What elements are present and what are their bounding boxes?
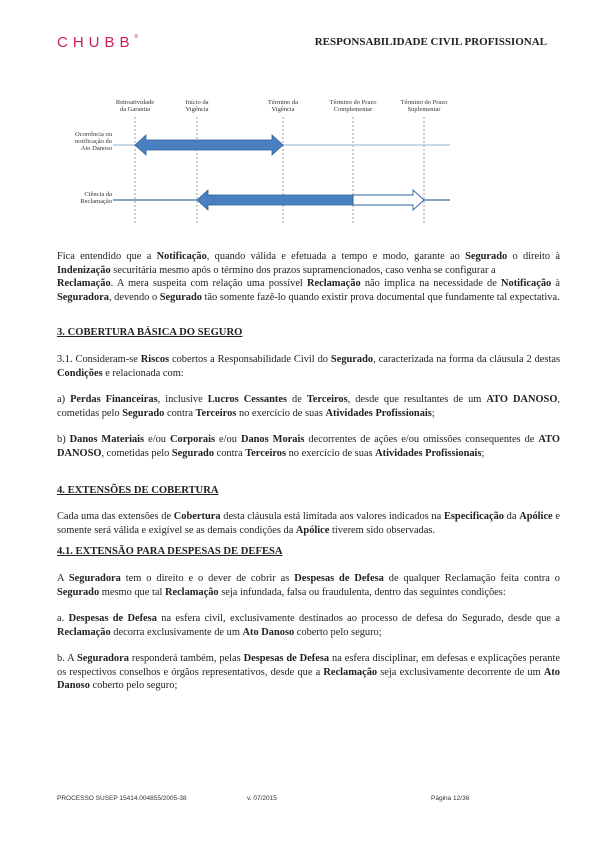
section-4-1-paragraph: A Seguradora tem o direito e o dever de cobrir as Despesas de Defesa de qualquer Reclamação feita contra o Segurado mesmo que tal Reclamação seja infundada, falsa ou fraudulenta, dentro das seguintes condições: (57, 572, 560, 598)
bold-term: Segurado (171, 447, 215, 459)
bold-term: Apólice (295, 524, 330, 536)
bold-term: Segurado (57, 586, 100, 598)
section-4-1-heading: 4.1. EXTENSÃO PARA DESPESAS DE DEFESA (57, 546, 283, 558)
label-end-complementary: Término do Prazo Complementar (329, 99, 377, 113)
bold-term: Seguradora (57, 291, 109, 303)
supplementary-period-arrow (353, 190, 424, 210)
bold-term: Seguradora (68, 572, 121, 584)
bold-term: Terceiros (195, 407, 237, 419)
bold-term: Segurado (122, 407, 165, 419)
bold-term: Reclamação (57, 278, 111, 290)
occurrence-period-arrow (135, 135, 283, 155)
bold-term: Terceiros (306, 394, 348, 406)
bold-term: Reclamação (323, 666, 378, 678)
document-body (57, 250, 560, 693)
label-row-occurrence: Ocorrência ou notificação do Ato Danoso (75, 131, 112, 152)
section-3-1-paragraph: 3.1. Consideram-se Riscos cobertos a Responsabilidade Civil do Segurado, caracterizada na forma da cláusula 2 destas Condições e relacionada com: (57, 353, 560, 379)
intro-paragraph-continued: Reclamação. A mera suspeita com relação uma possível Reclamação não implica na necessidade de Notificação à Seguradora, devendo o Segurado tão somente fazê-lo quando existir prova documental que fundamente tal expectativa. (57, 278, 560, 303)
section-3-item-a: a) Perdas Financeiras, inclusive Lucros Cessantes de Terceiros, desde que resultantes de um ATO DANOSO, cometidas pelo Segurado contra Terceiros no exercício de suas Atividades Profissionais; (57, 394, 561, 419)
bold-term: Segurado (465, 251, 508, 262)
chubb-logo: CHUBB® (57, 34, 139, 51)
bold-term: Ato Danoso (57, 666, 561, 692)
bold-term: Notificação (156, 251, 207, 262)
bold-term: Segurado (159, 291, 202, 303)
bold-term: Apólice (519, 511, 553, 523)
bold-term: Danos Morais (240, 434, 305, 446)
section-4-1-item-a: a. Despesas de Defesa na esfera civil, exclusivamente destinados ao processo de defesa do Segurado, desde que a Reclamação decorra exclusivamente de um Ato Danoso coberto pelo seguro; (57, 613, 560, 638)
section-3-item-b: b) Danos Materiais e/ou Corporais e/ou Danos Morais decorrentes de ações e/ou omissões consequentes de ATO DANOSO, cometidas pelo Segurado contra Terceiros no exercício de suas Atividades Profissionais; (57, 434, 560, 459)
label-retroactivity: Retroatividade da Garantia (115, 99, 155, 113)
bold-term: Despesas de Defesa (294, 572, 384, 584)
bold-term: Segurado (330, 353, 374, 365)
claim-period-arrow (197, 190, 353, 210)
bold-term: Riscos (140, 353, 170, 365)
bold-term: Reclamação (57, 626, 111, 638)
document-title: RESPONSABILIDADE CIVIL PROFISSIONAL (314, 36, 547, 48)
bold-term: Despesas de Defesa (68, 613, 157, 625)
label-row-claim: Ciência da Reclamação (80, 191, 112, 205)
section-4-1-item-b: b. A Seguradora responderá também, pelas Despesas de Defesa na esfera disciplinar, em defesas e explicações perante os respectivos conselhos e órgãos representativos, desde que a Reclamação seja exclusivamente decorrente de um Ato Danoso coberto pelo seguro; (57, 653, 561, 692)
footer-page-number: Página 12/36 (431, 795, 470, 802)
bold-term: Seguradora (76, 653, 129, 665)
bold-term: Notificação (501, 278, 552, 290)
bold-term: Lucros Cessantes (207, 394, 288, 406)
intro-paragraph: Fica entendido que a Notificação, quando válida e efetuada a tempo e modo, garante ao Segurado o direito à Indenização securitária mesmo após o término dos prazos supramencionados, caso venha se configurar a (57, 251, 560, 276)
bold-term: ATO DANOSO (486, 394, 558, 406)
bold-term: Reclamação (164, 586, 219, 598)
footer-version: v. 07/2015 (247, 795, 277, 802)
bold-term: Despesas de Defesa (243, 653, 330, 665)
bold-term: Indenização (57, 264, 111, 276)
bold-term: ATO DANOSO (57, 434, 560, 459)
section-4-paragraph: Cada uma das extensões de Cobertura desta cláusula está limitada aos valores indicados na Especificação da Apólice e somente será válida e exigível se as demais condições da Apólice tiverem sido observadas. (57, 511, 560, 536)
bold-term: Especificação (443, 511, 504, 523)
bold-term: Atividades Profissionais (375, 447, 482, 459)
bold-term: Cobertura (173, 511, 221, 523)
section-3-heading: 3. COBERTURA BÁSICA DO SEGURO (57, 327, 243, 339)
coverage-timeline-diagram (40, 95, 480, 225)
label-end-of-validity: Término da Vigência (267, 99, 299, 113)
bold-term: Atividades Profissionais (325, 407, 432, 419)
label-end-supplementary: Término do Prazo Suplementar (400, 99, 448, 113)
bold-term: Danos Materiais (69, 434, 145, 446)
section-4-heading: 4. EXTENSÕES DE COBERTURA (57, 484, 219, 496)
label-start-of-validity: Início da Vigência (185, 99, 209, 113)
bold-term: Corporais (170, 434, 216, 446)
bold-term: Perdas Financeiras (70, 394, 158, 406)
bold-term: Reclamação (306, 278, 361, 290)
bold-term: Ato Danoso (242, 626, 295, 638)
bold-term: Condições (57, 367, 103, 379)
footer-process-number: PROCESSO SUSEP 15414.004855/2005-38 (57, 795, 187, 802)
bold-term: Terceiros (245, 447, 286, 459)
